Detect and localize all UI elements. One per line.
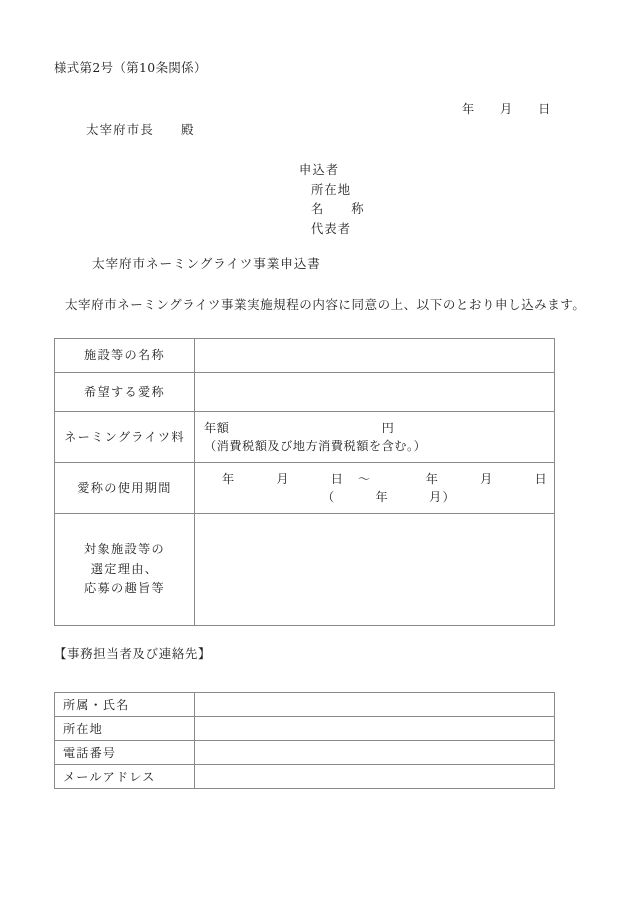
application-table — [54, 338, 555, 626]
contact-label-email: メールアドレス — [55, 765, 195, 789]
document-title: 太宰府市ネーミングライツ事業申込書 — [92, 256, 321, 271]
fee-tax-note: （消費税額及び地方消費税額を含む。） — [204, 439, 427, 453]
selection-reason-label-line1: 対象施設等の — [84, 542, 165, 557]
table-row — [55, 741, 555, 765]
table-row — [55, 693, 555, 717]
table-row — [55, 373, 555, 412]
selection-reason-label-line3: 応募の趣旨等 — [84, 581, 165, 596]
applicant-block — [299, 161, 365, 239]
contact-table — [54, 692, 555, 789]
row-label-facility-name: 施設等の名称 — [55, 339, 195, 373]
table-row — [55, 412, 555, 463]
contact-label-address: 所在地 — [55, 717, 195, 741]
table-row — [55, 765, 555, 789]
contact-value-address[interactable] — [195, 717, 555, 741]
row-value-desired-alias[interactable] — [195, 373, 555, 412]
form-code: 様式第2号（第10条関係） — [54, 60, 207, 75]
period-range-line: 年 月 日 〜 年 月 日 — [222, 472, 549, 486]
contact-value-affiliation-name[interactable] — [195, 693, 555, 717]
contact-label-phone: 電話番号 — [55, 741, 195, 765]
applicant-name-label: 名 称 — [311, 202, 365, 217]
contact-label-affiliation-name: 所属・氏名 — [55, 693, 195, 717]
table-row — [55, 514, 555, 626]
selection-reason-label-line2: 選定理由、 — [90, 561, 159, 576]
contact-section-heading: 【事務担当者及び連絡先】 — [54, 646, 212, 661]
table-row — [55, 717, 555, 741]
fee-amount-line: 年額 円 — [204, 421, 395, 435]
row-value-usage-period[interactable] — [195, 463, 555, 514]
row-value-naming-rights-fee[interactable] — [195, 412, 555, 463]
table-row — [55, 339, 555, 373]
contact-value-phone[interactable] — [195, 741, 555, 765]
row-label-selection-reason — [55, 514, 195, 626]
date-line: 年 月 日 — [462, 102, 551, 116]
applicant-heading: 申込者 — [299, 163, 340, 177]
table-row — [55, 463, 555, 514]
lead-paragraph: 太宰府市ネーミングライツ事業実施規程の内容に同意の上、以下のとおり申し込みます。 — [65, 297, 586, 312]
addressee: 太宰府市長 殿 — [86, 122, 195, 137]
row-value-selection-reason[interactable] — [195, 514, 555, 626]
row-value-facility-name[interactable] — [195, 339, 555, 373]
applicant-address-label: 所在地 — [311, 182, 352, 197]
row-label-naming-rights-fee: ネーミングライツ料 — [55, 412, 195, 463]
period-duration-line: （ 年 月） — [322, 490, 456, 504]
applicant-representative-label: 代表者 — [311, 221, 352, 236]
row-label-usage-period: 愛称の使用期間 — [55, 463, 195, 514]
row-label-desired-alias: 希望する愛称 — [55, 373, 195, 412]
contact-value-email[interactable] — [195, 765, 555, 789]
